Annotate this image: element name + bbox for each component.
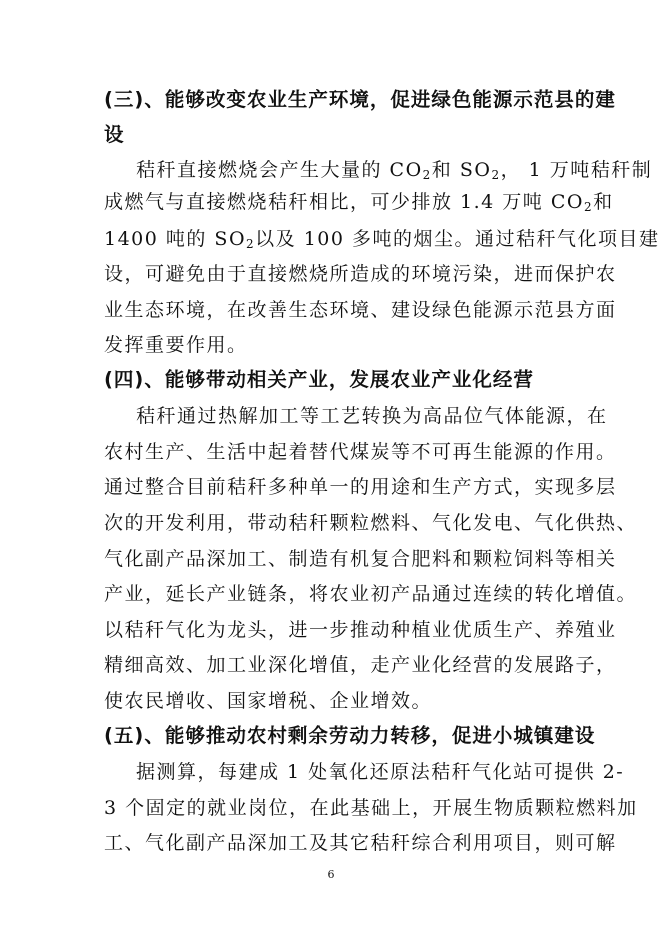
paragraph-line: 次的开发利用，带动秸秆颗粒燃料、气化发电、气化供热、: [104, 512, 638, 534]
paragraph-line: 发挥重要作用。: [104, 334, 248, 356]
paragraph-line: 1400 吨的 $SO_2$以及 100 多吨的烟尘。通过秸秆气化项目建: [104, 228, 660, 251]
paragraph-line: 农村生产、生活中起着替代煤炭等不可再生能源的作用。: [104, 441, 617, 463]
section5-heading: (五)、能够推动农村剩余劳动力转移，促进小城镇建设: [104, 724, 596, 747]
paragraph-line: 使农民增收、国家增税、企业增效。: [104, 690, 433, 712]
paragraph-line: 秸秆通过热解加工等工艺转换为高品位气体能源，在: [136, 405, 608, 427]
paragraph-line: 3 个固定的就业岗位，在此基础上，开展生物质颗粒燃料加: [104, 797, 638, 819]
paragraph-line: 气化副产品深加工、制造有机复合肥料和颗粒饲料等相关: [104, 548, 617, 570]
paragraph-line: 产业，延长产业链条，将农业初产品通过连续的转化增值。: [104, 583, 638, 605]
section3-heading: (三)、能够改变农业生产环境，促进绿色能源示范县的建: [104, 88, 616, 111]
paragraph-line: 工、气化副产品深加工及其它秸秆综合利用项目，则可解: [104, 832, 617, 854]
paragraph-line: 成燃气与直接燃烧秸秆相比，可少排放 1.4 万吨 $CO_2$和: [104, 191, 614, 214]
paragraph-line: 据测算，每建成 1 处氧化还原法秸秆气化站可提供 2-: [136, 761, 625, 783]
page-number: 6: [327, 868, 335, 881]
paragraph-line: 以秸秆气化为龙头，进一步推动种植业优质生产、养殖业: [104, 619, 617, 641]
section4-heading: (四)、能够带动相关产业，发展农业产业化经营: [104, 368, 534, 391]
paragraph-line: 设，可避免由于直接燃烧所造成的环境污染，进而保护农: [104, 263, 617, 285]
paragraph-line: 通过整合目前秸秆多种单一的用途和生产方式，实现多层: [104, 476, 617, 498]
paragraph-line: 精细高效、加工业深化增值，走产业化经营的发展路子，: [104, 654, 617, 676]
section3-heading-cont: 设: [104, 123, 125, 146]
paragraph-line: 秸秆直接燃烧会产生大量的 $CO_2$和 $SO_2$， 1 万吨秸秆制: [136, 159, 653, 182]
paragraph-line: 业生态环境，在改善生态环境、建设绿色能源示范县方面: [104, 299, 617, 321]
